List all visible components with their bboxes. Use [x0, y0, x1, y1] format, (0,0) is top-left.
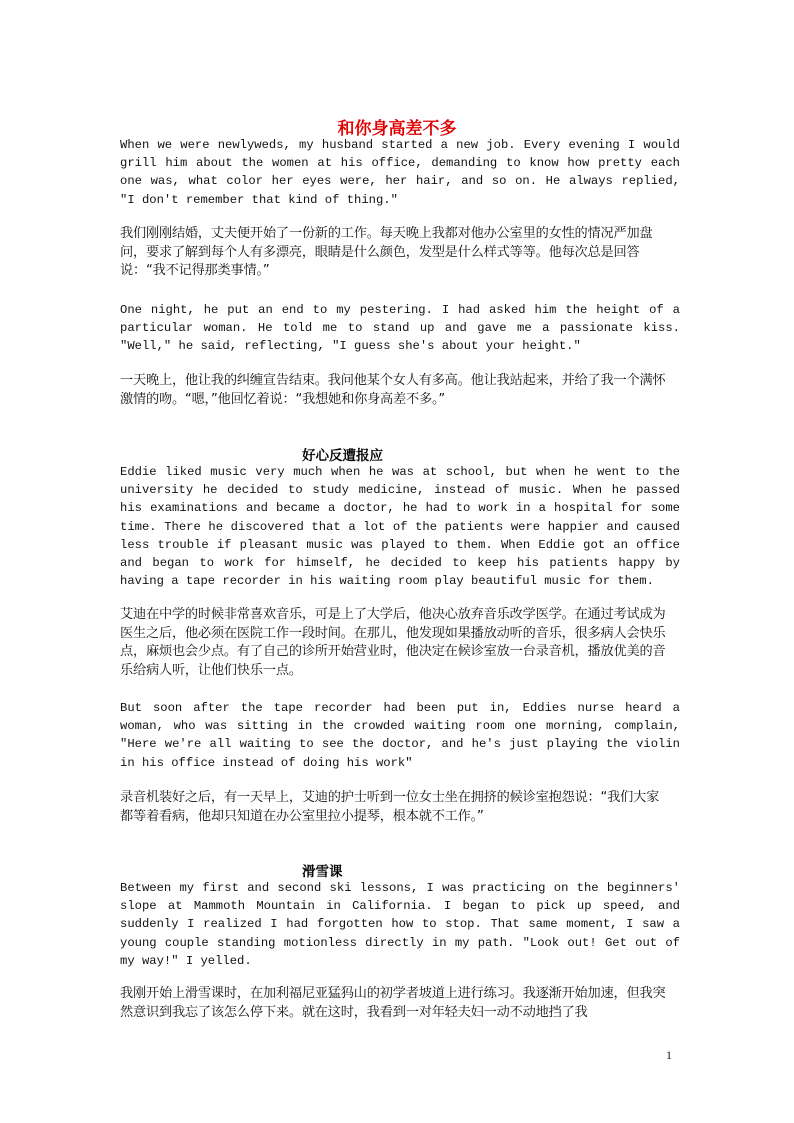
paragraph-chinese: 我们刚刚结婚，丈夫便开始了一份新的工作。每天晚上我都对他办公室里的女性的情况严加盘问，要求了解到每个人有多漂亮，眼睛是什么颜色，发型是什么样式等等。他每次总是回答说：“我不记得那类事情。”: [120, 226, 653, 279]
page-number: 1: [666, 1048, 672, 1062]
story-title: 好心反遭报应: [302, 448, 383, 464]
paragraph-chinese: 一天晚上，他让我的纠缠宣告结束。我问他某个女人有多高。他让我站起来，并给了我一个满怀激情的吻。“嗯，”他回忆着说：“我想她和你身高差不多。”: [120, 373, 666, 407]
paragraph-english: Eddie liked music very much when he was at school, but when he went to the university he decided to study medicine, instead of music. When he passed his examinations and became a doctor, he had to work in a hospital for some time. There he discovered that a lot of the patients were happier and caused less trouble if pleasant music was played to them. When Eddie got an office and began to work for himself, he decided to keep his patients happy by having a tape recorder in his waiting room play beautiful music for them.: [120, 465, 680, 589]
story-title: 滑雪课: [302, 864, 343, 880]
paragraph-chinese: 艾迪在中学的时候非常喜欢音乐，可是上了大学后，他决心放弃音乐改学医学。在通过考试成为医生之后，他必须在医院工作一段时间。在那儿，他发现如果播放动听的音乐，很多病人会快乐点，麻烦也会少点。有了自己的诊所开始营业时，他决定在候诊室放一台录音机，播放优美的音乐给病人听，让他们快乐一点。: [120, 607, 666, 678]
paragraph-chinese: 录音机装好之后，有一天早上，艾迪的护士听到一位女士坐在拥挤的候诊室抱怨说：“我们大家都等着看病，他却只知道在办公室里拉小提琴，根本就不工作。”: [120, 790, 660, 824]
story-title: 和你身高差不多: [337, 119, 457, 139]
paragraph-english: One night, he put an end to my pestering. I had asked him the height of a particular woman. He told me to stand up and gave me a passionate kiss. "Well," he said, reflecting, "I guess she's about your height.": [120, 303, 680, 354]
paragraph-english: But soon after the tape recorder had been put in, Eddies nurse heard a woman, who was sitting in the crowded waiting room one morning, complain, "Here we're all waiting to see the doctor, and he's just playing the violin in his office instead of doing his work": [120, 701, 680, 770]
paragraph-english: When we were newlyweds, my husband started a new job. Every evening I would grill him about the women at his office, demanding to know how pretty each one was, what color her eyes were, her hair, and so on. He always replied, "I don't remember that kind of thing.": [120, 138, 680, 207]
paragraph-english: Between my first and second ski lessons, I was practicing on the beginners' slope at Mammoth Mountain in California. I began to pick up speed, and suddenly I realized I had forgotten how to stop. That same moment, I saw a young couple standing motionless directly in my path. "Look out! Get out of my way!" I yelled.: [120, 881, 680, 968]
paragraph-chinese: 我刚开始上滑雪课时，在加利福尼亚猛犸山的初学者坡道上进行练习。我逐渐开始加速，但我突然意识到我忘了该怎么停下来。就在这时，我看到一对年轻夫妇一动不动地挡了我: [120, 986, 666, 1020]
